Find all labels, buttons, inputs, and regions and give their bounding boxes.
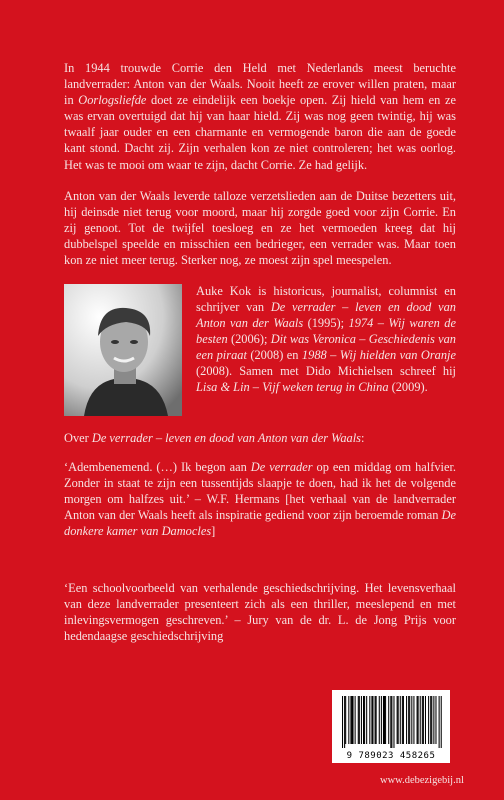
publisher-website: www.debezigebij.nl <box>380 775 464 786</box>
barcode-bar <box>359 696 360 744</box>
author-bio <box>196 283 456 395</box>
barcode-bar <box>351 696 352 744</box>
barcode-bar <box>384 696 385 744</box>
barcode-bar <box>344 696 345 748</box>
book-title: Oorlogsliefde <box>78 93 147 108</box>
blurb-text: doet ze eindelijk een boekje open. Zij hield van hem en ze was ervan overtuigd dat hij van haar hield. Zij was nog geen twintig, hij was twaalf jaar ouder en een charmante en vermogende baron die aan de goede kant stond. Dacht zij. Zijn verhalen kon ze niet controleren; het was oorlog. Het was te mooi om waar te zijn, dacht Corrie. Ze had gelijk. <box>64 93 456 172</box>
barcode-bar <box>439 696 440 748</box>
barcode-bar <box>371 696 372 744</box>
barcode-bar <box>361 696 362 744</box>
barcode-bar <box>369 696 370 744</box>
blurb-paragraph-1 <box>64 60 456 173</box>
book-title: De donkere kamer van Damocles <box>64 508 456 539</box>
barcode-bar <box>363 696 364 744</box>
barcode-bar <box>383 696 384 744</box>
barcode-bar <box>375 696 376 744</box>
barcode-bar <box>391 696 392 748</box>
bio-text: (2009). <box>388 380 428 394</box>
barcode-bar <box>418 696 419 744</box>
author-portrait-image <box>64 284 182 416</box>
barcode-bar <box>372 696 373 744</box>
book-title: De verrader – leven en dood van Anton van der Waals <box>91 431 361 445</box>
barcode-bar <box>441 696 442 748</box>
barcode-bar <box>364 696 365 744</box>
bio-text: (2006); <box>227 332 271 346</box>
quote-text: ] <box>211 524 216 539</box>
book-title: 1974 – Wij waren de besten <box>196 316 457 346</box>
barcode-bar <box>345 696 346 744</box>
review-quote-2: ‘Een schoolvoorbeeld van verhalende geschiedschrijving. Het levensverhaal van deze landverrader presenteert zich als een thriller, meeslepend en met inlevingsvermogen geschreven.’ – Jury van de dr. L. de Jong Prijs voor hedendaagse geschiedschrijving <box>64 581 456 644</box>
isbn-barcode <box>332 690 450 763</box>
barcode-bar <box>379 696 380 744</box>
barcode-bar <box>428 696 429 744</box>
barcode-bar <box>390 696 391 748</box>
blurb-paragraph-2: Anton van der Waals leverde talloze verzetslieden aan de Duitse bezetters uit, hij deinsde niet terug voor moord, maar hij zorgde goed voor zijn Corrie. En zij genoot. Tot de twijfel toesloeg en ze het vermoeden kreeg dat hij dubbelspel speelde en misschien een bedrieger, een verrader was. Maar toen kon ze niet meer terug. Sterker nog, ze moest zijn spel meespelen. <box>64 189 456 268</box>
barcode-bar <box>411 696 412 744</box>
heading-text: Over <box>64 431 92 445</box>
book-title: De verrader – leven en dood van Anton van der Waals <box>196 300 457 330</box>
barcode-bar <box>393 696 394 748</box>
barcode-bar <box>420 696 421 744</box>
barcode-bar <box>409 696 410 744</box>
bio-text: Auke Kok is historicus, journalist, columnist en schrijver van <box>196 284 456 314</box>
barcode-bar <box>385 696 386 744</box>
barcode-bar <box>431 696 432 744</box>
review-quote-1 <box>64 459 456 539</box>
barcode-bar <box>406 696 407 744</box>
barcode-bar <box>355 696 356 744</box>
blurb-text: In 1944 trouwde Corrie den Held met Nederlands meest beruchte landverrader: Anton van der Waals. Nooit heeft ze erover willen praten, maar in <box>64 61 456 108</box>
quote-text: op een middag om halfvier. Zonder in staat te zijn een tussentijds slaapje te doen, had ik het de volgende morgen om halfzes uit.’ – W.F. Hermans [het verhaal van de landverrader Anton van der Waals heeft als inspiratie gediend voor zijn beroemde roman <box>64 460 457 523</box>
barcode-bar <box>425 696 426 744</box>
barcode-bar <box>402 696 403 744</box>
author-photo <box>64 284 182 416</box>
barcode-bar <box>417 696 418 744</box>
barcode-bar <box>342 696 343 748</box>
book-title: De verrader <box>250 460 313 474</box>
barcode-bars <box>332 690 450 750</box>
barcode-bar <box>435 696 436 744</box>
barcode-bar <box>408 696 409 744</box>
barcode-bar <box>381 696 382 744</box>
barcode-bar <box>353 696 354 744</box>
book-title: Dit was Veronica – Geschiedenis van een piraat <box>196 332 457 362</box>
isbn-digits: 9 789023 458265 <box>346 751 436 761</box>
bio-text: (2008). Samen met Dido Michielsen schreef hij <box>196 364 456 378</box>
barcode-bar <box>398 696 399 744</box>
barcode-bar <box>422 696 423 744</box>
book-title: Lisa & Lin – Vijf weken terug in China <box>196 380 389 394</box>
barcode-bar <box>350 696 351 744</box>
barcode-bar <box>348 696 349 744</box>
barcode-bar <box>423 696 424 744</box>
barcode-bar <box>376 696 377 744</box>
barcode-bar <box>388 696 389 744</box>
quote-text: ‘Adembenemend. (…) Ik begon aan <box>64 460 251 474</box>
barcode-bar <box>397 696 398 744</box>
barcode-bar <box>413 696 414 744</box>
barcode-bar <box>358 696 359 744</box>
barcode-bar <box>366 696 367 744</box>
reviews-heading <box>64 431 456 446</box>
barcode-bar <box>430 696 431 744</box>
bio-text: (1995); <box>303 316 349 330</box>
heading-text: : <box>360 431 365 445</box>
bio-text: (2008) en <box>246 348 302 362</box>
barcode-bar <box>433 696 434 744</box>
barcode-bar <box>403 696 404 744</box>
book-title: 1988 – Wij hielden van Oranje <box>301 348 456 362</box>
barcode-bar <box>400 696 401 744</box>
